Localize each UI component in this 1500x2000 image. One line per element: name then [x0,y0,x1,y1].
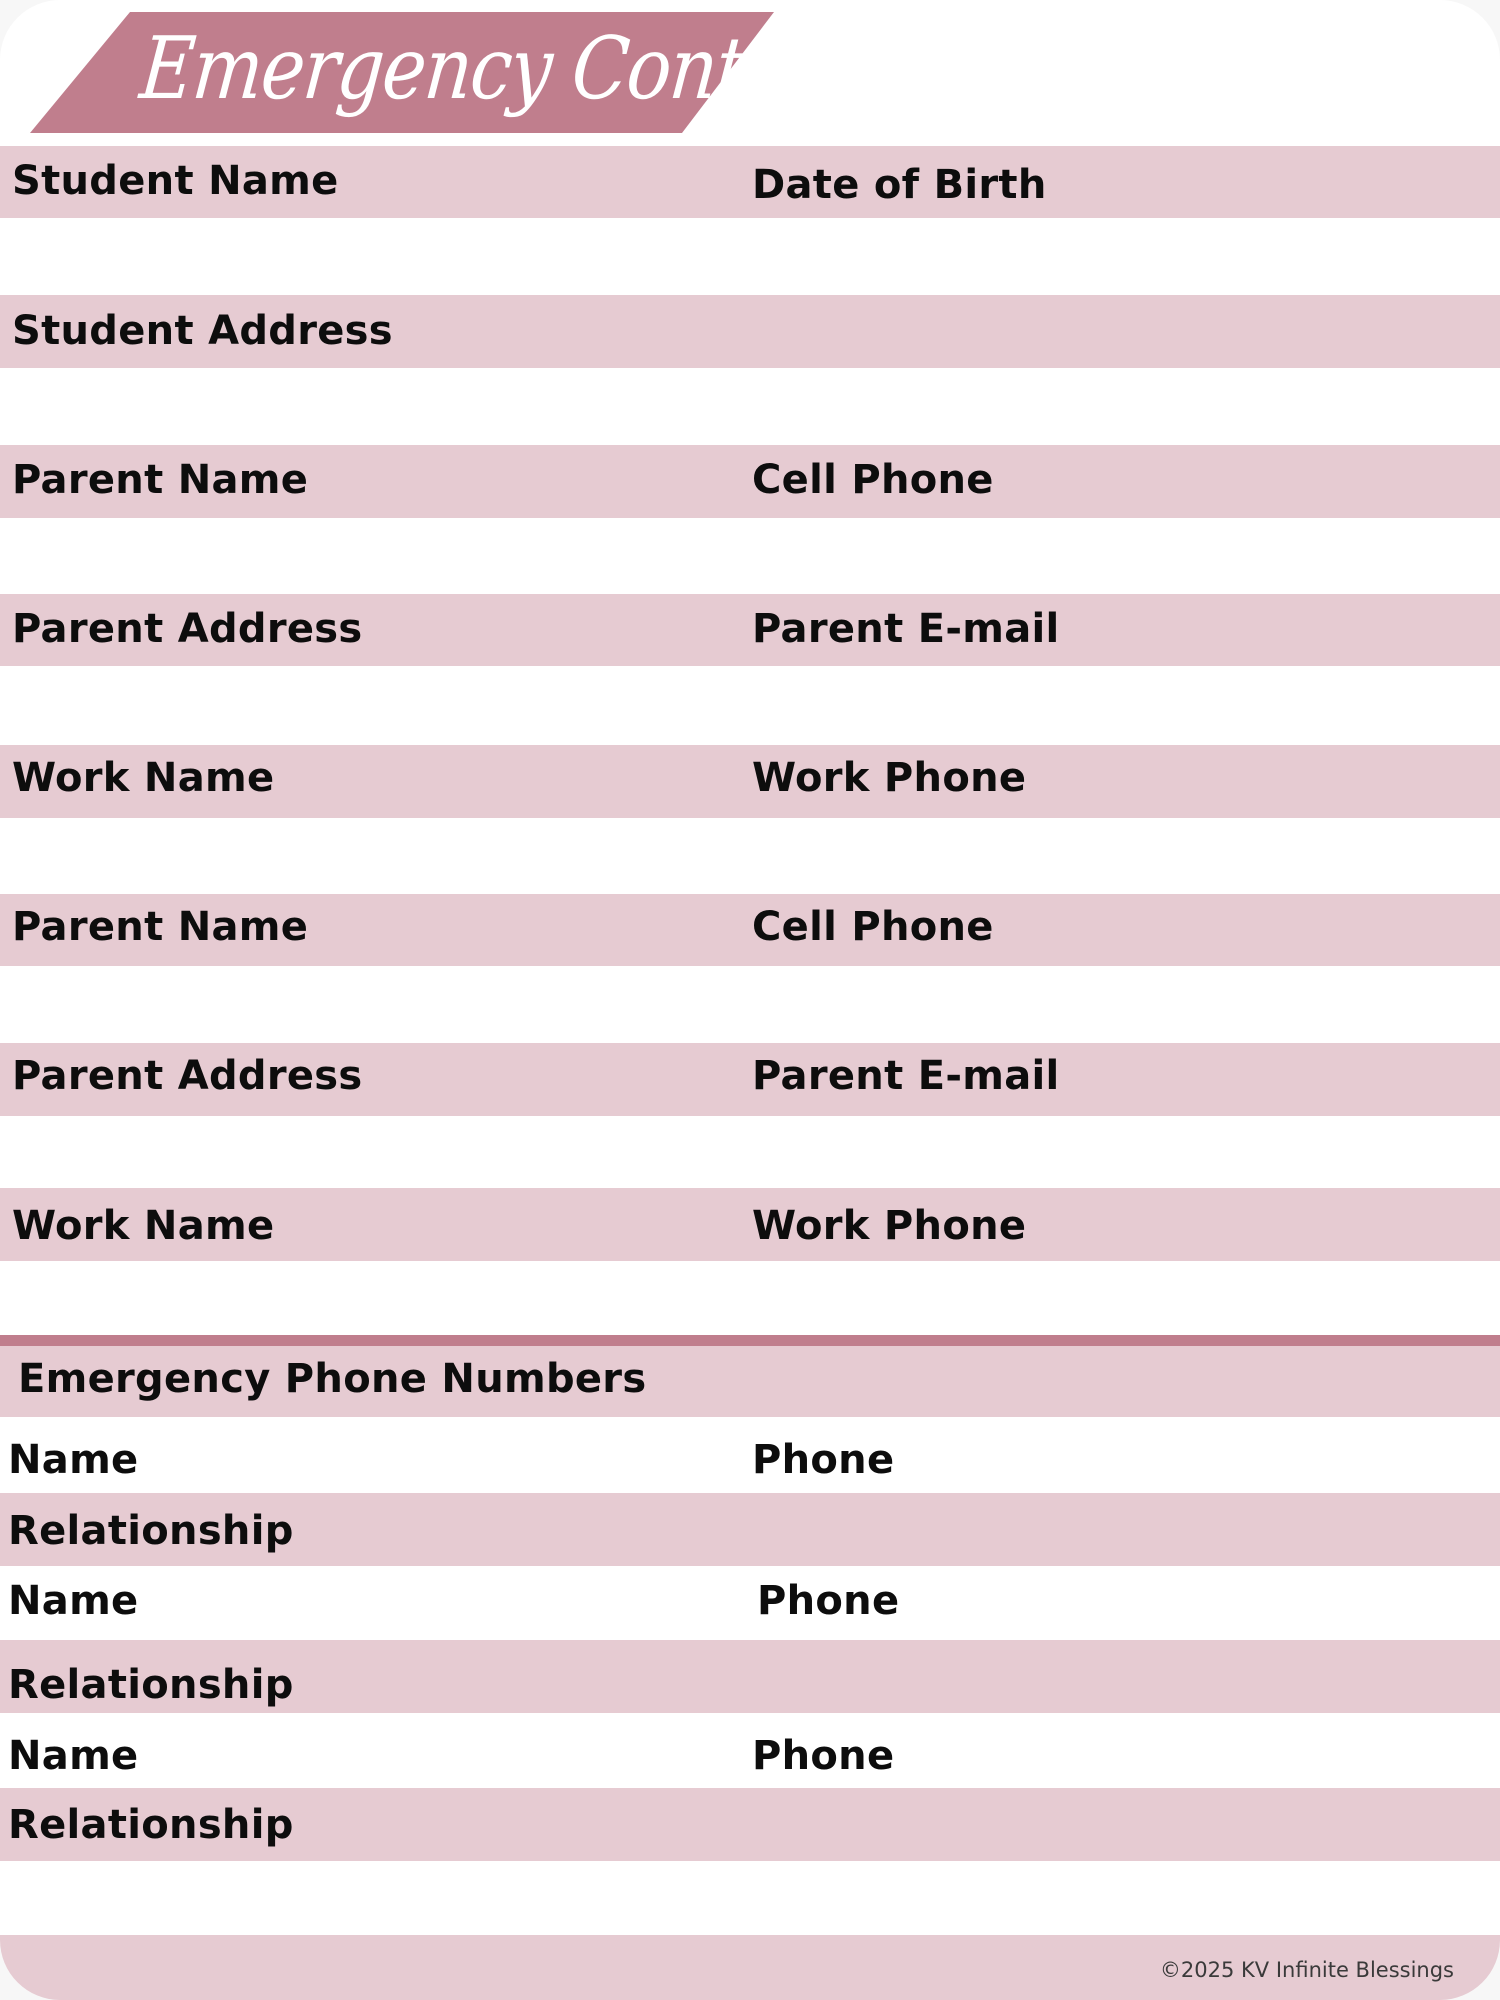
cell-phone-label: Cell Phone [752,457,994,503]
work-phone-label: Work Phone [752,755,1027,801]
parent-address-label-2: Parent Address [12,1053,363,1099]
work-name-label-2: Work Name [12,1203,275,1249]
emergency-phone-label: Phone [752,1437,895,1483]
parent-address-field[interactable] [0,666,1500,745]
emergency-section-title: Emergency Phone Numbers [18,1356,647,1402]
student-name-label: Student Name [12,158,339,204]
emergency-relationship-label-3: Relationship [8,1802,294,1848]
work-name-field-2[interactable] [0,1261,1500,1335]
parent-email-label-2: Parent E-mail [752,1053,1060,1099]
date-of-birth-label: Date of Birth [752,162,1047,208]
emergency-relationship-label: Relationship [8,1508,294,1554]
cell-phone-label-2: Cell Phone [752,904,994,950]
student-address-field[interactable] [0,368,1500,445]
student-address-label: Student Address [12,308,393,354]
work-phone-label-2: Work Phone [752,1203,1027,1249]
emergency-phone-label-2: Phone [757,1578,900,1624]
parent-name-label-2: Parent Name [12,904,309,950]
parent-name-label: Parent Name [12,457,309,503]
emergency-name-field-3[interactable] [0,1713,1500,1788]
student-name-field[interactable] [0,218,1500,295]
emergency-name-field-2[interactable] [0,1566,1500,1640]
parent-name-field-2[interactable] [0,966,1500,1043]
emergency-name-label-3: Name [8,1733,139,1779]
emergency-name-label: Name [8,1437,139,1483]
blank-spacer [0,1861,1500,1935]
parent-email-label: Parent E-mail [752,606,1060,652]
emergency-name-label-2: Name [8,1578,139,1624]
parent-name-field[interactable] [0,518,1500,594]
copyright-text: ©2025 KV Infinite Blessings [1159,1958,1454,1982]
parent-address-label: Parent Address [12,606,363,652]
work-name-label: Work Name [12,755,275,801]
emergency-name-field[interactable] [0,1417,1500,1493]
emergency-phone-label-3: Phone [752,1733,895,1779]
work-name-field[interactable] [0,818,1500,894]
parent-address-field-2[interactable] [0,1116,1500,1192]
section-divider [0,1335,1500,1346]
page-title: Emergency Contacts [136,19,895,119]
emergency-relationship-label-2: Relationship [8,1662,294,1708]
